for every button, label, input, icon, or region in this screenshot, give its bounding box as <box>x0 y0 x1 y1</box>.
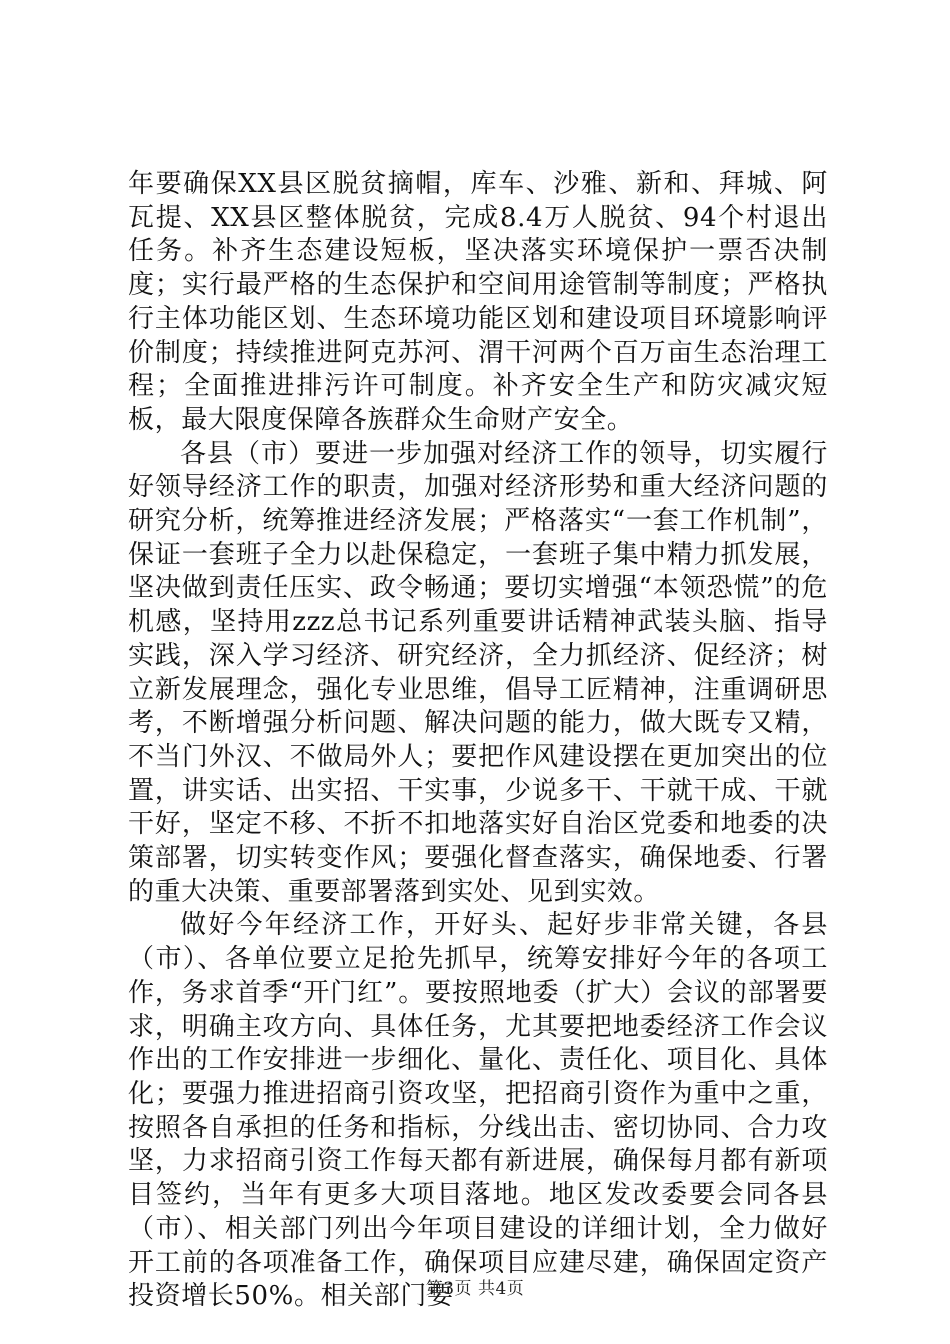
document-body <box>128 168 828 1314</box>
paragraph-3: 做好今年经济工作，开好头、起好步非常关键，各县（市）、各单位要立足抢先抓早，统筹安排好今年的各项工作，务求首季“开门红”。要按照地委（扩大）会议的部署要求，明确主攻方向、具体任务，尤其要把地委经济工作会议作出的工作安排进一步细化、量化、责任化、项目化、具体化；要强力推进招商引资攻坚，把招商引资作为重中之重，按照各自承担的任务和指标，分线出击、密切协同、合力攻坚，力求招商引资工作每天都有新进展，确保每月都有新项目签约，当年有更多大项目落地。地区发改委要会同各县（市）、相关部门列出今年项目建设的详细计划，全力做好开工前的各项准备工作，确保项目应建尽建，确保固定资产投资增长50%。相关部门要 <box>128 910 828 1312</box>
page-number-footer: 第3页 共4页 <box>425 1279 525 1299</box>
paragraph-1: 年要确保XX县区脱贫摘帽，库车、沙雅、新和、拜城、阿瓦提、XX县区整体脱贫，完成8.4万人脱贫、94个村退出任务。补齐生态建设短板，坚决落实环境保护一票否决制度；实行最严格的生态保护和空间用途管制等制度；严格执行主体功能区划、生态环境功能区划和建设项目环境影响评价制度；持续推进阿克苏河、渭干河两个百万亩生态治理工程；全面推进排污许可制度。补齐安全生产和防灾减灾短板，最大限度保障各族群众生命财产安全。 <box>128 169 828 435</box>
paragraph-2: 各县（市）要进一步加强对经济工作的领导，切实履行好领导经济工作的职责，加强对经济形势和重大经济问题的研究分析，统筹推进经济发展；严格落实“一套工作机制”，保证一套班子全力以赴保稳定，一套班子集中精力抓发展，坚决做到责任压实、政令畅通；要切实增强“本领恐慌”的危机感，坚持用zzz总书记系列重要讲话精神武装头脑、指导实践，深入学习经济、研究经济，全力抓经济、促经济；树立新发展理念，强化专业思维，倡导工匠精神，注重调研思考，不断增强分析问题、解决问题的能力，做大既专又精，不当门外汉、不做局外人；要把作风建设摆在更加突出的位置，讲实话、出实招、干实事，少说多干、干就干成、干就干好，坚定不移、不折不扣地落实好自治区党委和地委的决策部署，切实转变作风；要强化督查落实，确保地委、行署的重大决策、重要部署落到实处、见到实效。 <box>128 438 828 907</box>
